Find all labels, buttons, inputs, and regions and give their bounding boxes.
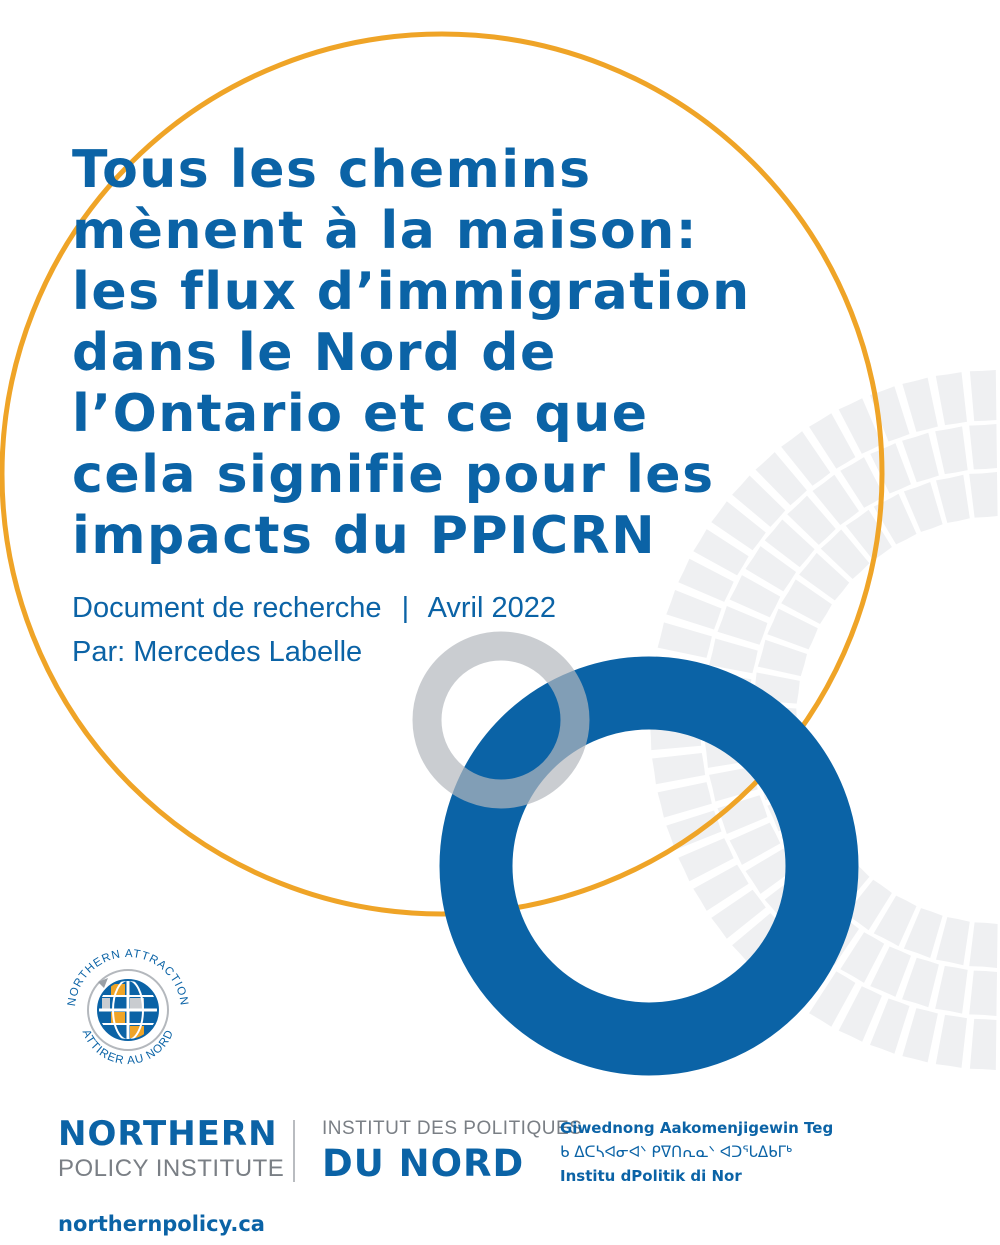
grid-ring-tile: [902, 958, 939, 1007]
title-line: l’Ontario et ce que: [72, 384, 649, 444]
indigenous-language-names: [560, 1116, 833, 1188]
grid-ring-tile: [936, 372, 967, 425]
grid-ring-tile: [902, 433, 939, 482]
title-line: Tous les chemins: [72, 140, 592, 200]
logo-divider: [293, 1120, 295, 1182]
grid-ring-tile: [658, 782, 712, 818]
title-line: cela signifie pour les: [72, 445, 715, 505]
meta-separator: |: [401, 592, 410, 624]
northern-attraction-emblem: [58, 940, 198, 1080]
syllabics-name: ᑲ ᐃᑕᓴᐊᓂᐊᐠ ᑭᐁᑎᕆᓇᐠ ᐊᑐᕐᒐᐃᑲᒥᒃ: [560, 1143, 793, 1161]
grid-ring-tile: [936, 1015, 967, 1068]
title-line: impacts du PPICRN: [72, 506, 657, 566]
grid-ring-tile: [935, 426, 968, 474]
author-line: Par: Mercedes Labelle: [72, 636, 363, 668]
emblem-bottom-text: ATTIRER AU NORD: [79, 1027, 177, 1068]
website-url[interactable]: northernpolicy.ca: [58, 1212, 265, 1236]
grid-ring-tile: [936, 917, 970, 965]
michif-name: Institu dPolitik di Nor: [560, 1167, 742, 1185]
grid-ring-tile: [935, 966, 968, 1014]
document-meta: [72, 592, 556, 625]
grid-ring-tile: [658, 622, 712, 658]
emblem-top-text: NORTHERN ATTRACTION: [66, 947, 190, 1007]
npi-logo-line2: POLICY INSTITUTE: [58, 1155, 285, 1182]
grid-ring-tile: [652, 753, 705, 784]
grid-ring-tile: [969, 472, 997, 518]
northern-policy-institute-logo: [58, 1115, 284, 1183]
document-title: [72, 140, 792, 567]
title-line: mènent à la maison:: [72, 201, 699, 261]
grid-ring-tile: [969, 922, 997, 968]
title-line: les flux d’immigration: [72, 262, 751, 322]
grid-ring-tile: [970, 370, 997, 421]
grid-ring-tile: [902, 1008, 938, 1062]
grid-ring-tile: [902, 378, 938, 432]
grid-ring-tile: [969, 424, 997, 469]
document-date: Avril 2022: [427, 592, 557, 624]
grid-ring-tile: [970, 1019, 997, 1070]
ipn-logo-line2: DU NORD: [322, 1142, 525, 1185]
title-line: dans le Nord de: [72, 323, 557, 383]
ipn-logo-line1: INSTITUT DES POLITIQUES: [322, 1118, 583, 1139]
npi-logo-line1: NORTHERN: [58, 1114, 278, 1154]
ojibwe-name: Giwednong Aakomenjigewin Teg: [560, 1119, 834, 1137]
grid-ring-tile: [969, 971, 997, 1016]
institut-politiques-nord-logo: [322, 1118, 582, 1185]
grid-ring-tile: [936, 475, 970, 523]
document-type: Document de recherche: [72, 592, 382, 624]
